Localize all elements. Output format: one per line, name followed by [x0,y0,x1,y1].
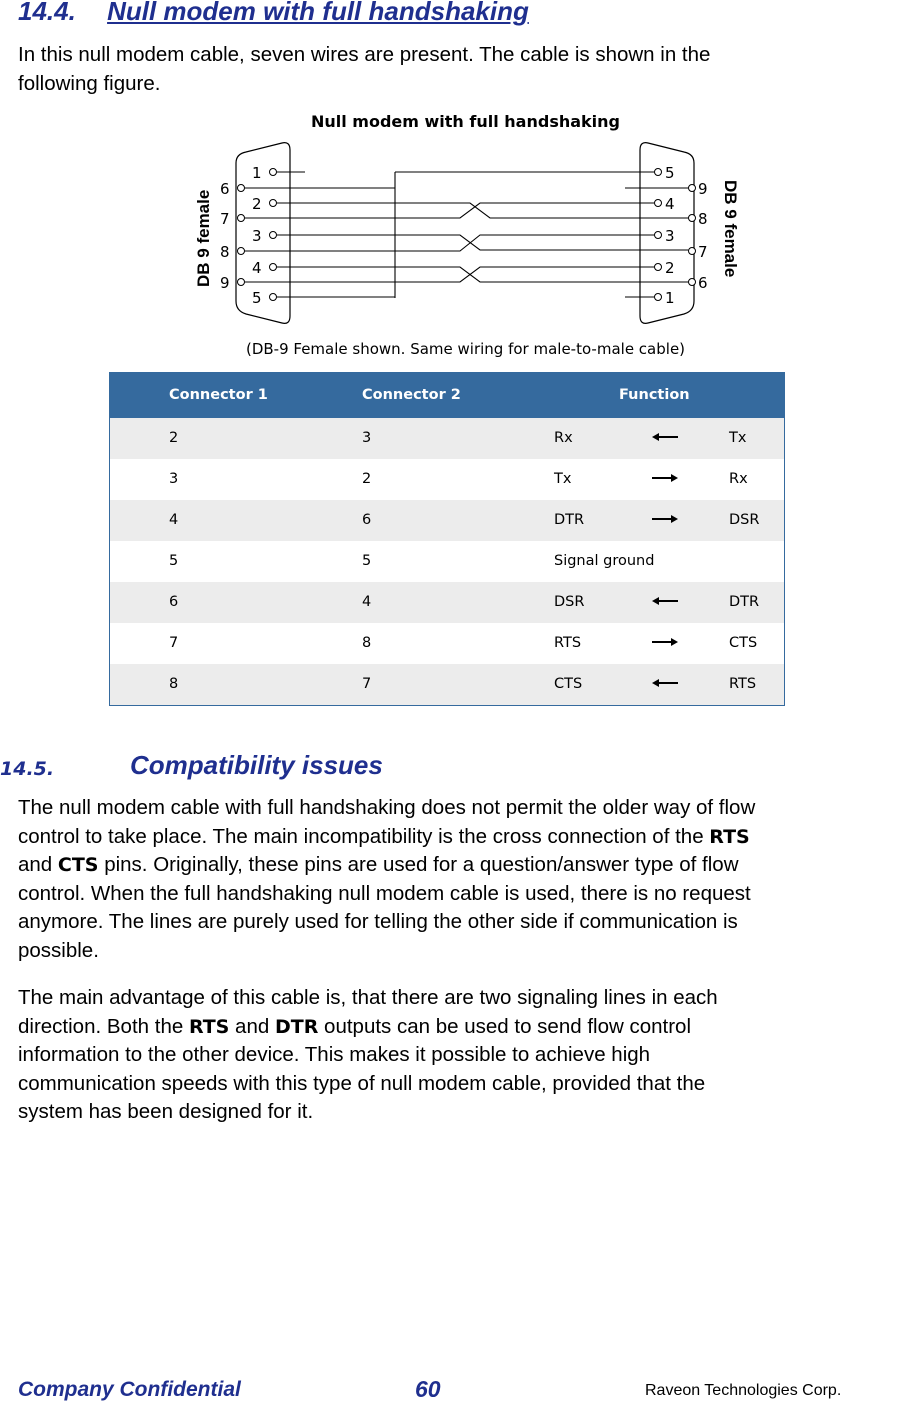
pin-table [109,372,785,706]
right-pin-3: 3 [665,227,675,245]
table-row [110,418,785,459]
cell-connector-1: 8 [169,676,179,692]
cell-connector-1: 4 [169,512,179,528]
cell-connector-2: 4 [362,594,372,610]
paragraph-compatibility-2: The main advantage of this cable is, that there are two signaling lines in each direction. Both the RTS and DTR outputs can be used to send flow control information to the other device. This makes it possible to achieve high communication speeds with this type of null modem cable, provided that the system has been designed for it. [18,986,718,1124]
table-row [110,459,785,500]
cell-function: Signal ground [554,553,655,569]
left-connector-label: DB 9 female [194,189,213,287]
cell-direction [650,664,729,706]
footer-left: Company Confidential [18,1378,241,1401]
cell-connector-2: 5 [362,553,372,569]
intro-paragraph [18,41,710,98]
left-pin-9: 9 [220,274,230,292]
section-heading-14-4 [18,0,529,27]
arrow-left-icon [650,678,680,688]
left-pin-3: 3 [252,227,262,245]
section-title: Compatibility issues [130,750,383,780]
cell-function-to: CTS [729,635,758,651]
cell-direction [650,459,729,500]
right-connector-label: DB 9 female [721,180,740,278]
cell-function-to: DTR [729,594,760,610]
header-function: Function [619,387,690,404]
left-pin-5: 5 [252,289,262,307]
footer-page-number: 60 [415,1376,441,1402]
cell-function-from: DTR [554,512,585,528]
right-pin-1: 1 [665,289,675,307]
left-pin-2: 2 [252,195,262,213]
cell-function-to: Tx [729,430,747,446]
cell-connector-2: 7 [362,676,372,692]
right-pin-7: 7 [698,243,708,261]
right-pin-5: 5 [665,164,675,182]
arrow-left-icon [650,596,680,606]
section-number: 14.4. [18,0,76,26]
arrow-left-icon [650,432,680,442]
cell-connector-2: 3 [362,430,372,446]
arrow-right-icon [650,637,680,647]
right-pin-9: 9 [698,180,708,198]
right-pin-4: 4 [665,195,675,213]
cell-function-from: Tx [554,471,572,487]
cell-direction [650,418,729,459]
left-connector-shell [236,143,290,324]
cell-function-to: Rx [729,471,748,487]
intro-line-2: following figure. [18,71,161,95]
left-pin-7: 7 [220,210,230,228]
cell-function-to: RTS [729,676,757,692]
cell-connector-1: 5 [169,553,179,569]
table-row [110,664,785,706]
cell-connector-1: 6 [169,594,179,610]
cell-function-from: CTS [554,676,583,692]
cell-function-from: RTS [554,635,582,651]
paragraph-compatibility-1: The null modem cable with full handshaking does not permit the older way of flow control to take place. The main incompatibility is the cross connection of the RTS and CTS pins. Originally, these pins are used for a question/answer type of flow control. When the full handshaking null modem cable is used, there is no request anymore. The lines are purely used for telling the other side if communication is possible. [18,796,756,962]
cell-direction [650,623,729,664]
left-pin-1: 1 [252,164,262,182]
figure-caption: (DB-9 Female shown. Same wiring for male-to-male cable) [245,340,686,358]
table-header-row [110,373,785,418]
wiring-diagram [185,140,745,330]
table-body [110,418,785,706]
section-number: 14.5. [0,758,55,780]
cell-direction [650,582,729,623]
cell-connector-1: 3 [169,471,179,487]
arrow-right-icon [650,514,680,524]
cell-function-from: Rx [554,430,573,446]
right-pin-8: 8 [698,210,708,228]
right-pin-6: 6 [698,274,708,292]
header-connector-2: Connector 2 [362,387,461,404]
table-row [110,541,785,582]
cell-function-to: DSR [729,512,760,528]
left-pin-4: 4 [252,259,262,277]
cell-connector-1: 2 [169,430,179,446]
left-pin-6: 6 [220,180,230,198]
cell-connector-2: 6 [362,512,372,528]
header-connector-1: Connector 1 [169,387,268,404]
footer-right: Raveon Technologies Corp. [645,1382,842,1399]
table-row [110,500,785,541]
cell-connector-1: 7 [169,635,179,651]
section-title: Null modem with full handshaking [107,0,529,26]
left-pin-8: 8 [220,243,230,261]
cell-function-from: DSR [554,594,585,610]
figure-title: Null modem with full handshaking [310,112,620,131]
right-pin-2: 2 [665,259,675,277]
cell-connector-2: 2 [362,471,372,487]
cell-connector-2: 8 [362,635,372,651]
arrow-right-icon [650,473,680,483]
cell-direction [650,500,729,541]
intro-line-1: In this null modem cable, seven wires are present. The cable is shown in the [18,43,711,66]
table-row [110,582,785,623]
table-row [110,623,785,664]
